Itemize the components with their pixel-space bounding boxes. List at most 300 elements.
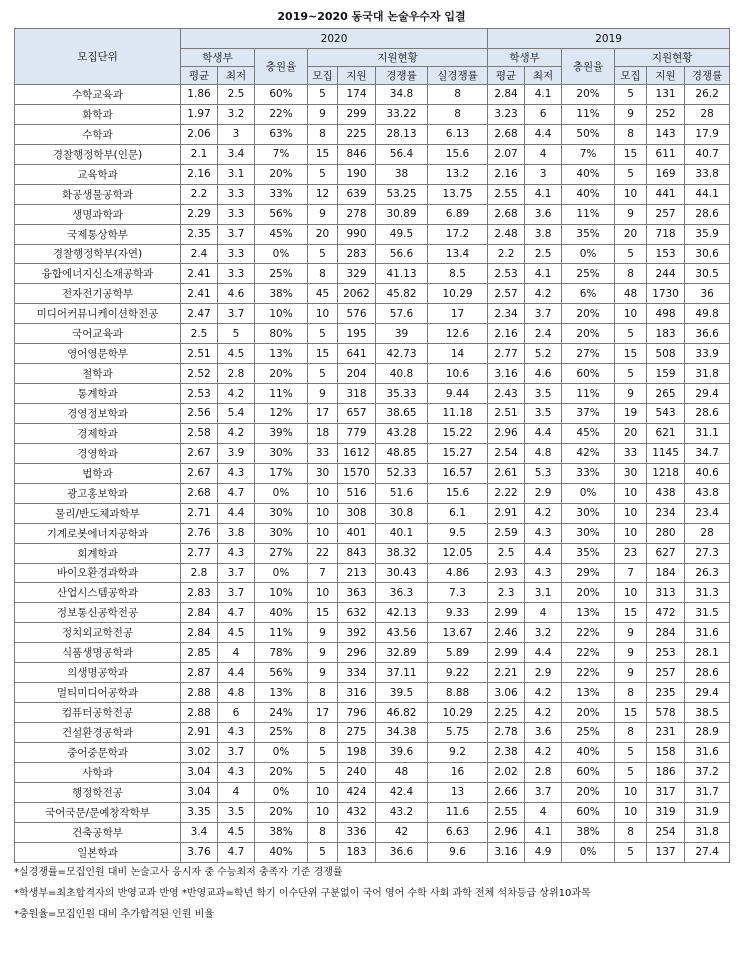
col-2019-fill-rate: 충원율 bbox=[562, 49, 615, 85]
cell-a-app: 174 bbox=[338, 85, 376, 105]
cell-b-q: 15 bbox=[615, 703, 647, 723]
cell-b-min: 4 bbox=[525, 144, 562, 164]
cell-a-fill: 0% bbox=[255, 563, 308, 583]
cell-a-ratio: 43.28 bbox=[376, 423, 428, 443]
table-row bbox=[15, 144, 730, 164]
cell-unit-name: 중어중문학과 bbox=[15, 742, 181, 762]
cell-b-ratio: 31.8 bbox=[685, 822, 730, 842]
cell-a-app: 1570 bbox=[338, 463, 376, 483]
cell-b-app: 254 bbox=[647, 822, 685, 842]
cell-a-fill: 17% bbox=[255, 463, 308, 483]
cell-a-real: 8 bbox=[428, 85, 488, 105]
cell-unit-name: 국제통상학부 bbox=[15, 224, 181, 244]
cell-a-q: 20 bbox=[308, 224, 338, 244]
cell-b-min: 4.2 bbox=[525, 742, 562, 762]
cell-unit-name: 멀티미디어공학과 bbox=[15, 683, 181, 703]
cell-b-min: 4.4 bbox=[525, 643, 562, 663]
cell-a-ratio: 46.82 bbox=[376, 703, 428, 723]
cell-a-ratio: 43.2 bbox=[376, 802, 428, 822]
cell-a-q: 12 bbox=[308, 184, 338, 204]
cell-b-q: 9 bbox=[615, 623, 647, 643]
results-table bbox=[14, 28, 730, 863]
cell-a-real: 7.3 bbox=[428, 583, 488, 603]
cell-a-real: 13.67 bbox=[428, 623, 488, 643]
cell-b-ratio: 28.6 bbox=[685, 404, 730, 424]
cell-b-fill: 60% bbox=[562, 802, 615, 822]
cell-a-real: 8 bbox=[428, 104, 488, 124]
cell-a-real: 11.18 bbox=[428, 404, 488, 424]
cell-b-q: 7 bbox=[615, 563, 647, 583]
col-year-2019: 2019 bbox=[488, 29, 730, 49]
cell-unit-name: 건축공학부 bbox=[15, 822, 181, 842]
cell-a-ratio: 39.6 bbox=[376, 742, 428, 762]
cell-a-avg: 2.35 bbox=[181, 224, 218, 244]
cell-b-avg: 2.25 bbox=[488, 703, 525, 723]
cell-b-fill: 35% bbox=[562, 543, 615, 563]
cell-a-fill: 11% bbox=[255, 384, 308, 404]
cell-a-fill: 60% bbox=[255, 85, 308, 105]
cell-a-app: 308 bbox=[338, 503, 376, 523]
cell-b-fill: 20% bbox=[562, 782, 615, 802]
cell-a-min: 4.7 bbox=[218, 483, 255, 503]
cell-b-fill: 40% bbox=[562, 164, 615, 184]
cell-a-avg: 1.86 bbox=[181, 85, 218, 105]
table-row bbox=[15, 523, 730, 543]
cell-b-min: 4 bbox=[525, 603, 562, 623]
cell-a-app: 318 bbox=[338, 384, 376, 404]
cell-a-min: 4.4 bbox=[218, 503, 255, 523]
cell-unit-name: 영어영문학부 bbox=[15, 344, 181, 364]
cell-b-app: 131 bbox=[647, 85, 685, 105]
cell-b-min: 3.6 bbox=[525, 204, 562, 224]
cell-b-fill: 60% bbox=[562, 762, 615, 782]
cell-a-fill: 30% bbox=[255, 443, 308, 463]
cell-b-app: 143 bbox=[647, 124, 685, 144]
cell-unit-name: 교육학과 bbox=[15, 164, 181, 184]
cell-b-app: 234 bbox=[647, 503, 685, 523]
cell-a-ratio: 53.25 bbox=[376, 184, 428, 204]
cell-b-fill: 45% bbox=[562, 423, 615, 443]
cell-b-ratio: 33.9 bbox=[685, 344, 730, 364]
col-2020-applicants: 지원 bbox=[338, 67, 376, 85]
cell-unit-name: 화공생물공학과 bbox=[15, 184, 181, 204]
cell-b-fill: 6% bbox=[562, 284, 615, 304]
cell-a-real: 16.57 bbox=[428, 463, 488, 483]
cell-b-min: 2.9 bbox=[525, 483, 562, 503]
cell-a-min: 3.3 bbox=[218, 204, 255, 224]
cell-a-avg: 2.77 bbox=[181, 543, 218, 563]
cell-unit-name: 생명과학과 bbox=[15, 204, 181, 224]
cell-b-q: 8 bbox=[615, 822, 647, 842]
cell-b-fill: 40% bbox=[562, 184, 615, 204]
cell-b-ratio: 31.3 bbox=[685, 583, 730, 603]
cell-b-avg: 2.21 bbox=[488, 663, 525, 683]
cell-b-avg: 2.54 bbox=[488, 443, 525, 463]
cell-unit-name: 경찰행정학부(인문) bbox=[15, 144, 181, 164]
cell-a-real: 17 bbox=[428, 304, 488, 324]
cell-a-app: 576 bbox=[338, 304, 376, 324]
cell-b-avg: 2.38 bbox=[488, 742, 525, 762]
cell-b-app: 265 bbox=[647, 384, 685, 404]
cell-b-min: 4.4 bbox=[525, 423, 562, 443]
cell-unit-name: 미디어커뮤니케이션학전공 bbox=[15, 304, 181, 324]
cell-b-avg: 3.23 bbox=[488, 104, 525, 124]
cell-a-ratio: 35.33 bbox=[376, 384, 428, 404]
cell-a-fill: 20% bbox=[255, 364, 308, 384]
cell-b-ratio: 28 bbox=[685, 104, 730, 124]
cell-b-q: 5 bbox=[615, 742, 647, 762]
cell-b-ratio: 31.9 bbox=[685, 802, 730, 822]
table-row bbox=[15, 404, 730, 424]
cell-b-min: 4.1 bbox=[525, 264, 562, 284]
page-title: 2019~2020 동국대 논술우수자 입결 bbox=[277, 10, 466, 23]
cell-b-avg: 2.91 bbox=[488, 503, 525, 523]
cell-b-ratio: 28.6 bbox=[685, 663, 730, 683]
cell-a-ratio: 38.32 bbox=[376, 543, 428, 563]
cell-b-avg: 2.51 bbox=[488, 404, 525, 424]
cell-b-ratio: 31.5 bbox=[685, 603, 730, 623]
table-header bbox=[15, 29, 730, 85]
cell-a-avg: 2.88 bbox=[181, 703, 218, 723]
cell-a-fill: 80% bbox=[255, 324, 308, 344]
table-row bbox=[15, 822, 730, 842]
cell-a-avg: 1.97 bbox=[181, 104, 218, 124]
cell-b-min: 4 bbox=[525, 802, 562, 822]
cell-a-avg: 2.53 bbox=[181, 384, 218, 404]
cell-a-ratio: 38.65 bbox=[376, 404, 428, 424]
cell-b-ratio: 49.8 bbox=[685, 304, 730, 324]
cell-a-app: 657 bbox=[338, 404, 376, 424]
cell-b-app: 438 bbox=[647, 483, 685, 503]
cell-a-ratio: 38 bbox=[376, 164, 428, 184]
cell-a-min: 4 bbox=[218, 643, 255, 663]
cell-a-avg: 2.51 bbox=[181, 344, 218, 364]
cell-a-min: 3.3 bbox=[218, 244, 255, 264]
cell-b-q: 10 bbox=[615, 184, 647, 204]
cell-a-real: 17.2 bbox=[428, 224, 488, 244]
cell-a-avg: 2.87 bbox=[181, 663, 218, 683]
cell-b-ratio: 28 bbox=[685, 523, 730, 543]
cell-b-min: 3.8 bbox=[525, 224, 562, 244]
cell-b-min: 3.5 bbox=[525, 404, 562, 424]
cell-a-ratio: 32.89 bbox=[376, 643, 428, 663]
cell-a-min: 3 bbox=[218, 124, 255, 144]
cell-a-real: 14 bbox=[428, 344, 488, 364]
cell-a-q: 9 bbox=[308, 623, 338, 643]
cell-b-fill: 20% bbox=[562, 703, 615, 723]
cell-b-ratio: 26.3 bbox=[685, 563, 730, 583]
cell-b-ratio: 23.4 bbox=[685, 503, 730, 523]
table-row bbox=[15, 443, 730, 463]
table-row bbox=[15, 782, 730, 802]
table-row bbox=[15, 344, 730, 364]
cell-b-q: 10 bbox=[615, 802, 647, 822]
cell-a-app: 779 bbox=[338, 423, 376, 443]
cell-a-q: 15 bbox=[308, 144, 338, 164]
cell-a-fill: 33% bbox=[255, 184, 308, 204]
cell-b-avg: 2.68 bbox=[488, 124, 525, 144]
cell-a-min: 3.5 bbox=[218, 802, 255, 822]
col-2019-applications: 지원현황 bbox=[615, 49, 730, 67]
cell-b-fill: 7% bbox=[562, 144, 615, 164]
cell-b-min: 3.6 bbox=[525, 723, 562, 743]
cell-b-fill: 11% bbox=[562, 104, 615, 124]
cell-b-min: 4.1 bbox=[525, 822, 562, 842]
table-row bbox=[15, 663, 730, 683]
cell-b-min: 4.3 bbox=[525, 523, 562, 543]
cell-b-app: 235 bbox=[647, 683, 685, 703]
cell-a-min: 3.8 bbox=[218, 523, 255, 543]
cell-a-avg: 2.4 bbox=[181, 244, 218, 264]
table-row bbox=[15, 603, 730, 623]
cell-a-avg: 2.06 bbox=[181, 124, 218, 144]
cell-b-app: 158 bbox=[647, 742, 685, 762]
cell-unit-name: 정치외교학전공 bbox=[15, 623, 181, 643]
table-row bbox=[15, 85, 730, 105]
cell-a-min: 4.3 bbox=[218, 543, 255, 563]
cell-b-avg: 2.34 bbox=[488, 304, 525, 324]
cell-a-fill: 63% bbox=[255, 124, 308, 144]
cell-a-app: 334 bbox=[338, 663, 376, 683]
col-2020-fill-rate: 충원율 bbox=[255, 49, 308, 85]
cell-b-app: 441 bbox=[647, 184, 685, 204]
cell-b-app: 186 bbox=[647, 762, 685, 782]
cell-a-fill: 0% bbox=[255, 782, 308, 802]
cell-a-min: 3.7 bbox=[218, 563, 255, 583]
cell-b-ratio: 30.6 bbox=[685, 244, 730, 264]
cell-b-q: 10 bbox=[615, 304, 647, 324]
cell-b-min: 4.1 bbox=[525, 85, 562, 105]
cell-a-fill: 25% bbox=[255, 264, 308, 284]
col-2020-avg: 평균 bbox=[181, 67, 218, 85]
cell-a-avg: 2.41 bbox=[181, 284, 218, 304]
cell-a-avg: 2.8 bbox=[181, 563, 218, 583]
cell-a-fill: 56% bbox=[255, 204, 308, 224]
cell-a-fill: 10% bbox=[255, 304, 308, 324]
cell-b-app: 257 bbox=[647, 204, 685, 224]
cell-b-q: 5 bbox=[615, 85, 647, 105]
cell-b-fill: 20% bbox=[562, 85, 615, 105]
cell-a-q: 5 bbox=[308, 324, 338, 344]
table-row bbox=[15, 184, 730, 204]
cell-a-app: 424 bbox=[338, 782, 376, 802]
cell-b-ratio: 36.6 bbox=[685, 324, 730, 344]
cell-b-min: 6 bbox=[525, 104, 562, 124]
cell-a-app: 316 bbox=[338, 683, 376, 703]
cell-a-min: 3.9 bbox=[218, 443, 255, 463]
cell-b-ratio: 38.5 bbox=[685, 703, 730, 723]
cell-a-ratio: 41.13 bbox=[376, 264, 428, 284]
cell-a-q: 5 bbox=[308, 842, 338, 862]
cell-b-min: 4.9 bbox=[525, 842, 562, 862]
cell-b-ratio: 40.6 bbox=[685, 463, 730, 483]
cell-a-min: 2.5 bbox=[218, 85, 255, 105]
cell-a-real: 10.29 bbox=[428, 703, 488, 723]
cell-b-app: 508 bbox=[647, 344, 685, 364]
cell-b-avg: 2.46 bbox=[488, 623, 525, 643]
cell-b-fill: 35% bbox=[562, 224, 615, 244]
cell-a-real: 10.6 bbox=[428, 364, 488, 384]
cell-b-ratio: 36 bbox=[685, 284, 730, 304]
cell-a-avg: 3.04 bbox=[181, 782, 218, 802]
cell-b-app: 319 bbox=[647, 802, 685, 822]
cell-b-avg: 2.96 bbox=[488, 822, 525, 842]
cell-b-fill: 20% bbox=[562, 304, 615, 324]
cell-b-avg: 2.99 bbox=[488, 643, 525, 663]
table-row bbox=[15, 104, 730, 124]
table-row bbox=[15, 264, 730, 284]
cell-unit-name: 수학과 bbox=[15, 124, 181, 144]
cell-unit-name: 사학과 bbox=[15, 762, 181, 782]
cell-a-fill: 56% bbox=[255, 663, 308, 683]
table-row bbox=[15, 164, 730, 184]
cell-a-avg: 2.56 bbox=[181, 404, 218, 424]
cell-b-min: 4.2 bbox=[525, 683, 562, 703]
cell-a-real: 9.2 bbox=[428, 742, 488, 762]
cell-b-fill: 33% bbox=[562, 463, 615, 483]
cell-unit-name: 철학과 bbox=[15, 364, 181, 384]
cell-b-avg: 2.55 bbox=[488, 184, 525, 204]
cell-b-app: 543 bbox=[647, 404, 685, 424]
cell-a-real: 15.27 bbox=[428, 443, 488, 463]
cell-b-app: 159 bbox=[647, 364, 685, 384]
cell-a-min: 4.5 bbox=[218, 822, 255, 842]
cell-a-q: 8 bbox=[308, 723, 338, 743]
cell-a-ratio: 37.11 bbox=[376, 663, 428, 683]
cell-a-app: 392 bbox=[338, 623, 376, 643]
cell-a-ratio: 51.6 bbox=[376, 483, 428, 503]
cell-b-app: 231 bbox=[647, 723, 685, 743]
footnote: *실경쟁률=모집인원 대비 논술고사 응시자 중 수능최저 충족자 기준 경쟁률 bbox=[14, 867, 343, 878]
cell-a-min: 5.4 bbox=[218, 404, 255, 424]
cell-a-app: 1612 bbox=[338, 443, 376, 463]
cell-b-avg: 2.16 bbox=[488, 164, 525, 184]
cell-unit-name: 수학교육과 bbox=[15, 85, 181, 105]
cell-a-real: 9.22 bbox=[428, 663, 488, 683]
cell-b-fill: 22% bbox=[562, 643, 615, 663]
cell-a-q: 9 bbox=[308, 643, 338, 663]
cell-unit-name: 화학과 bbox=[15, 104, 181, 124]
cell-a-min: 4 bbox=[218, 782, 255, 802]
cell-b-q: 9 bbox=[615, 204, 647, 224]
cell-b-min: 4.2 bbox=[525, 703, 562, 723]
cell-b-app: 252 bbox=[647, 104, 685, 124]
cell-b-q: 8 bbox=[615, 264, 647, 284]
cell-a-ratio: 49.5 bbox=[376, 224, 428, 244]
table-row bbox=[15, 284, 730, 304]
cell-a-ratio: 30.43 bbox=[376, 563, 428, 583]
cell-b-ratio: 35.9 bbox=[685, 224, 730, 244]
cell-a-fill: 40% bbox=[255, 842, 308, 862]
cell-a-avg: 2.88 bbox=[181, 683, 218, 703]
cell-a-min: 4.7 bbox=[218, 603, 255, 623]
cell-a-real: 13.2 bbox=[428, 164, 488, 184]
cell-b-q: 9 bbox=[615, 643, 647, 663]
cell-b-q: 10 bbox=[615, 483, 647, 503]
cell-b-avg: 2.02 bbox=[488, 762, 525, 782]
cell-b-avg: 2.48 bbox=[488, 224, 525, 244]
cell-unit-name: 경제학과 bbox=[15, 423, 181, 443]
cell-a-avg: 2.91 bbox=[181, 723, 218, 743]
cell-b-q: 5 bbox=[615, 324, 647, 344]
cell-b-ratio: 26.2 bbox=[685, 85, 730, 105]
cell-a-ratio: 40.1 bbox=[376, 523, 428, 543]
cell-a-real: 15.22 bbox=[428, 423, 488, 443]
cell-a-avg: 2.41 bbox=[181, 264, 218, 284]
table-row bbox=[15, 503, 730, 523]
cell-a-min: 4.3 bbox=[218, 723, 255, 743]
cell-a-real: 9.6 bbox=[428, 842, 488, 862]
cell-a-min: 3.4 bbox=[218, 144, 255, 164]
cell-b-app: 257 bbox=[647, 663, 685, 683]
cell-b-min: 4.3 bbox=[525, 563, 562, 583]
cell-a-app: 299 bbox=[338, 104, 376, 124]
cell-b-q: 33 bbox=[615, 443, 647, 463]
cell-b-q: 20 bbox=[615, 423, 647, 443]
cell-b-q: 10 bbox=[615, 782, 647, 802]
cell-b-min: 3.5 bbox=[525, 384, 562, 404]
cell-a-ratio: 40.8 bbox=[376, 364, 428, 384]
table-row bbox=[15, 742, 730, 762]
cell-a-min: 4.6 bbox=[218, 284, 255, 304]
cell-b-q: 20 bbox=[615, 224, 647, 244]
cell-b-fill: 38% bbox=[562, 822, 615, 842]
cell-a-q: 15 bbox=[308, 603, 338, 623]
cell-a-q: 5 bbox=[308, 364, 338, 384]
cell-a-min: 2.8 bbox=[218, 364, 255, 384]
table-row bbox=[15, 683, 730, 703]
table-row bbox=[15, 304, 730, 324]
cell-b-min: 2.5 bbox=[525, 244, 562, 264]
cell-a-q: 17 bbox=[308, 703, 338, 723]
cell-a-ratio: 56.4 bbox=[376, 144, 428, 164]
cell-a-ratio: 39 bbox=[376, 324, 428, 344]
cell-a-real: 16 bbox=[428, 762, 488, 782]
cell-a-app: 275 bbox=[338, 723, 376, 743]
col-2020-min: 최저 bbox=[218, 67, 255, 85]
cell-b-min: 3.2 bbox=[525, 623, 562, 643]
col-2019-applicants: 지원 bbox=[647, 67, 685, 85]
cell-a-min: 3.3 bbox=[218, 264, 255, 284]
cell-a-q: 22 bbox=[308, 543, 338, 563]
cell-a-fill: 30% bbox=[255, 503, 308, 523]
cell-a-ratio: 36.6 bbox=[376, 842, 428, 862]
cell-a-ratio: 48 bbox=[376, 762, 428, 782]
cell-a-fill: 22% bbox=[255, 104, 308, 124]
cell-b-fill: 0% bbox=[562, 244, 615, 264]
cell-b-ratio: 40.7 bbox=[685, 144, 730, 164]
table-row bbox=[15, 583, 730, 603]
cell-a-app: 336 bbox=[338, 822, 376, 842]
cell-a-fill: 78% bbox=[255, 643, 308, 663]
cell-b-avg: 3.16 bbox=[488, 842, 525, 862]
cell-a-q: 8 bbox=[308, 683, 338, 703]
cell-a-avg: 2.2 bbox=[181, 184, 218, 204]
cell-a-min: 5 bbox=[218, 324, 255, 344]
cell-a-avg: 2.85 bbox=[181, 643, 218, 663]
cell-unit-name: 경찰행정학부(자연) bbox=[15, 244, 181, 264]
cell-b-min: 2.4 bbox=[525, 324, 562, 344]
cell-b-app: 498 bbox=[647, 304, 685, 324]
cell-a-real: 8.5 bbox=[428, 264, 488, 284]
cell-a-real: 11.6 bbox=[428, 802, 488, 822]
cell-b-q: 10 bbox=[615, 583, 647, 603]
cell-unit-name: 광고홍보학과 bbox=[15, 483, 181, 503]
cell-b-avg: 2.77 bbox=[488, 344, 525, 364]
cell-a-ratio: 34.8 bbox=[376, 85, 428, 105]
cell-a-fill: 27% bbox=[255, 543, 308, 563]
cell-a-min: 4.2 bbox=[218, 423, 255, 443]
